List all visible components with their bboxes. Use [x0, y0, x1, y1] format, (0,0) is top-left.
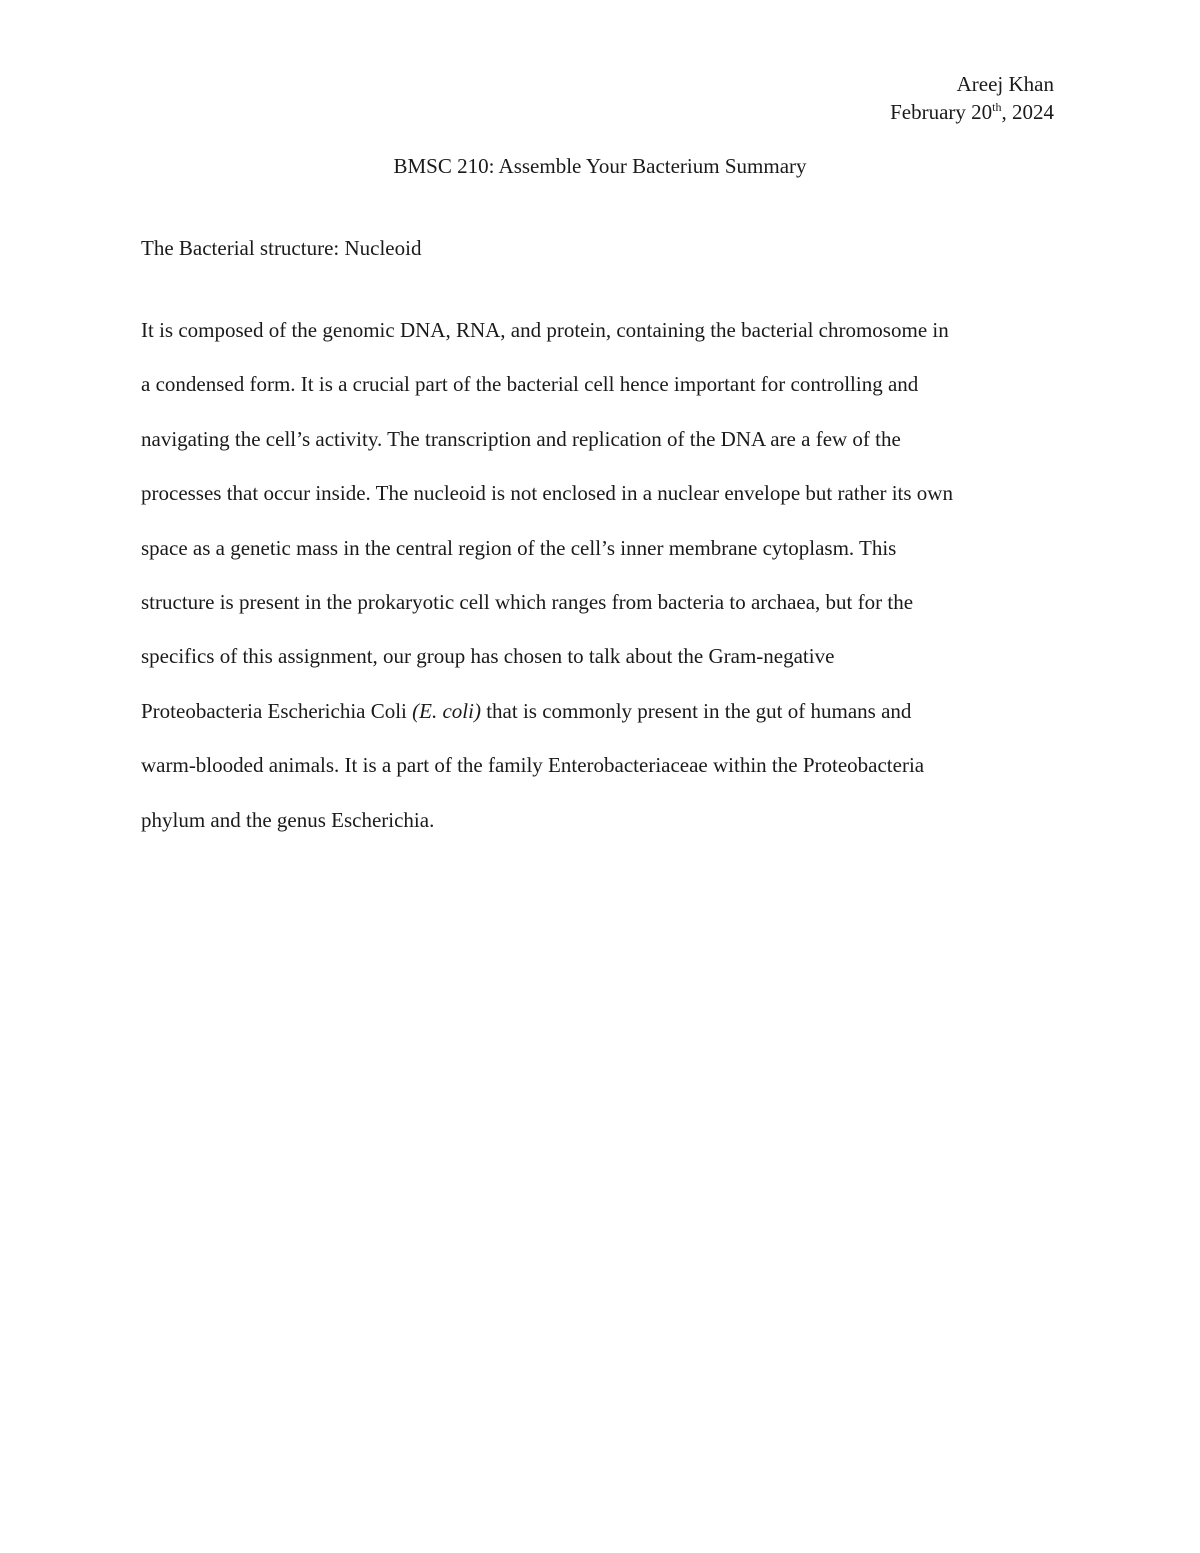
section-heading: The Bacterial structure: Nucleoid: [141, 236, 422, 260]
header-block: [890, 70, 1054, 126]
date-year: , 2024: [1001, 100, 1054, 124]
submission-date: [890, 98, 1054, 126]
body-paragraph: [141, 316, 1061, 860]
date-ordinal-suffix: th: [992, 100, 1002, 114]
body-line: space as a genetic mass in the central region of the cell’s inner membrane cytoplasm. This: [141, 535, 897, 560]
document-title: BMSC 210: Assemble Your Bacterium Summary: [393, 154, 807, 178]
body-line: [141, 697, 1061, 751]
body-line: specifics of this assignment, our group has chosen to talk about the Gram-negative: [141, 644, 835, 669]
body-text-segment: that is commonly present in the gut of humans and: [480, 698, 912, 723]
body-line: phylum and the genus Escherichia.: [141, 807, 435, 832]
body-line: It is composed of the genomic DNA, RNA, and protein, containing the bacterial chromosome in: [141, 318, 949, 342]
body-line: warm-blooded animals. It is a part of the family Enterobacteriaceae within the Proteobacteria: [141, 753, 925, 778]
body-line: navigating the cell’s activity. The transcription and replication of the DNA are a few of the: [141, 426, 901, 451]
body-text-segment: Proteobacteria Escherichia Coli: [141, 698, 413, 723]
italic-species-abbreviation: (E. coli): [412, 698, 481, 723]
author-name: Areej Khan: [956, 72, 1054, 96]
date-month-day: February 20: [890, 100, 993, 124]
body-line: processes that occur inside. The nucleoid is not enclosed in a nuclear envelope but rather its own: [141, 481, 953, 506]
body-line: structure is present in the prokaryotic cell which ranges from bacteria to archaea, but for the: [141, 589, 914, 614]
body-line: a condensed form. It is a crucial part of the bacterial cell hence important for controlling and: [141, 372, 919, 397]
